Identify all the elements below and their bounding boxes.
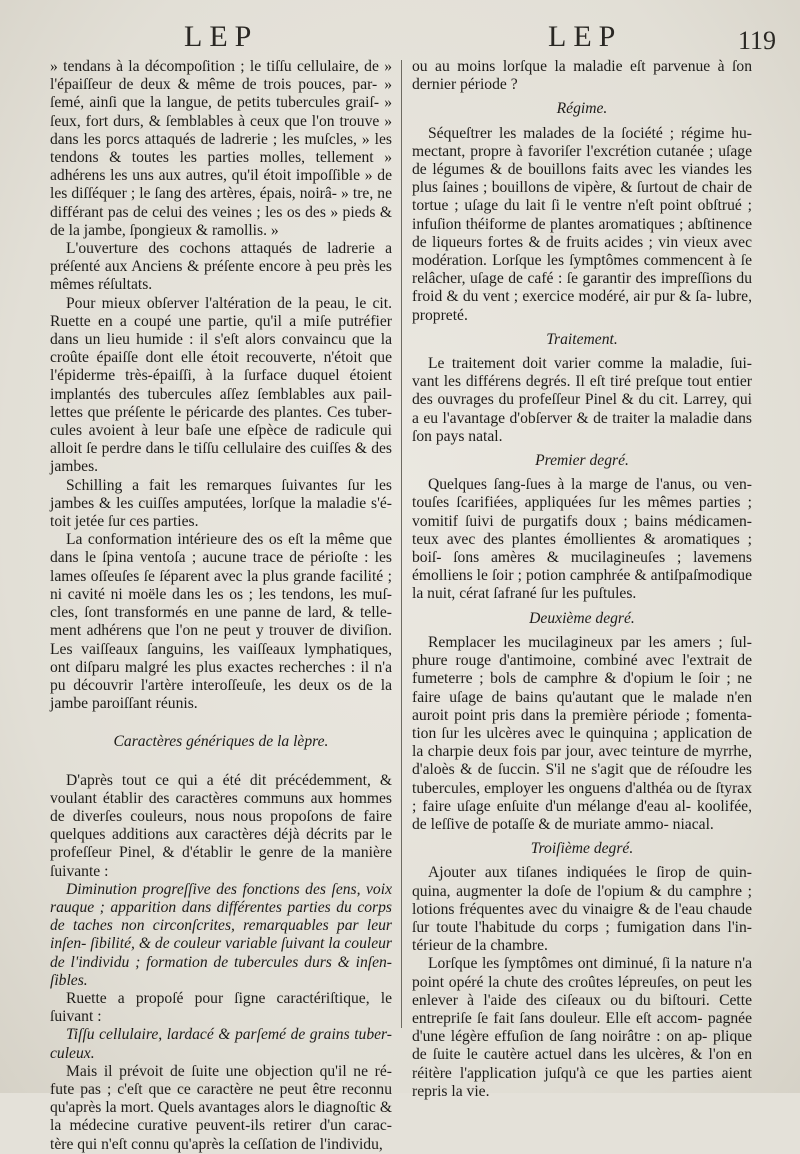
paragraph: Ruette a propoſé pour ſigne caractériſtique, le ſuivant : xyxy=(50,989,392,1026)
column-divider xyxy=(401,60,402,1028)
paragraph: L'ouverture des cochons attaqués de ladrerie a préſenté aux Anciens & préſente encore à peu près les mêmes réſultats. xyxy=(50,240,392,294)
section-heading: Troiſième degré. xyxy=(530,840,634,858)
left-column xyxy=(50,58,392,1154)
paragraph: La conformation intérieure des os eſt la même que dans le ſpina ventoſa ; aucune trace de périoſte : les lames oſſeuſes ſe ſéparent avec la plus grande facilité ; ni cavité ni moële dans les os ; les tendons, les muſ- cles, ſont transformés en une panne de lard, & telle- ment adhérens que l'on ne peut y trouver de diviſion. Les vaiſſeaux ſanguins, les vaiſſeaux lymphatiques, ont diſparu malgré les plus exactes recherches : il n'a pu découvrir l'artère interoſſeuſe, les deux os de la jambe paroiſſant réunis. xyxy=(50,531,392,713)
paragraph: Remplacer les mucilagineux par les amers ; ſul- phure rouge d'antimoine, combiné avec l'extrait de fumeterre ; bols de camphre & d'opium le ſoir ; ne faire uſage de bains qu'autant que le malade n'en auroit point pris dans la première période ; fomenta- tion ſur les ulcères avec le quinquina ; application de la charpie deux fois par jour, avec teinture de myrrhe, d'aloès & de ſuccin. S'il ne s'agit que de réſoudre les tubercules, employer les onguens d'althéa ou de ſtyrax ; faire uſage enſuite d'un mélange d'eau al- koolifée, de leſſive de potaſſe & de muriate ammo- niacal. xyxy=(412,633,752,833)
paragraph: Ajouter aux tiſanes indiquées le ſirop de quin- quina, augmenter la doſe de l'opium & du camphre ; lotions fréquentes avec du vinaigre & de l'eau chaude ſur toute l'habitude du corps ; fumigation dans l'in- térieur de la chambre. xyxy=(412,864,752,955)
section-heading: Premier degré. xyxy=(535,452,629,470)
definition-italic: Tiſſu cellulaire, lardacé & parſemé de grains tuber- culeux. xyxy=(50,1026,392,1062)
running-head-right: LEP xyxy=(548,20,623,53)
paragraph: Lorſque les ſymptômes ont diminué, ſi la nature n'a point opéré la chute des croûtes lépreuſes, on peut les enlever à l'aide des ciſeaux ou du biſtouri. Cette entrepriſe ſe fait ſans douleur. Elle eſt accom- pagnée d'une légère effuſion de ſang noirâtre : on ap- plique de ſuite le cautère actuel dans les ulcères, & l'on en réitère l'application juſqu'à ce que les parties aient repris la vie. xyxy=(412,955,752,1100)
page-number: 119 xyxy=(737,26,776,55)
running-head-left: LEP xyxy=(184,20,259,53)
right-column xyxy=(412,58,752,1101)
paragraph: Séqueſtrer les malades de la ſociété ; régime hu- mectant, propre à favoriſer l'excrétion cutanée ; uſage de légumes & de bouillons faits avec les viandes les plus ſaines ; bouillons de vipère, & ſurtout de chair de tortue ; uſage du lait ſi le ventre n'eſt point obſtrué ; infuſion théiforme de plantes aromatiques ; abſtinence de liqueurs fortes & de fruits acides ; vin vieux avec modération. Lorſque les ſymptômes commencent à ſe relâcher, uſage de café : ſe garantir des impreſſions du froid & du vent ; exercice modéré, air pur & ſa- lubre, propreté. xyxy=(412,124,752,324)
section-heading: Traitement. xyxy=(546,330,618,348)
paragraph-continuation: ou au moins lorſque la maladie eſt parvenue à ſon dernier période ? xyxy=(412,58,752,94)
paragraph-quote-continuation: » tendans à la décompoſition ; le tiſſu cellulaire, de » l'épaiſſeur de deux & même de trois pouces, par- » ſemé, ainſi que la langue, de petits tubercules graiſ- » ſeux, fort durs, & ſemblables à ceux que l'on trouve » dans les porcs attaqués de ladrerie ; les muſcles, » les tendons & toutes les parties molles, tellement » adhérens les uns aux autres, qu'il étoit impoſſible » de les diſſéquer ; le ſang des artères, épais, noirâ- » tre, ne différant pas de celui des veines ; les os des » pieds & de la jambe, ſpongieux & ramollis. » xyxy=(50,58,392,239)
paragraph: Le traitement doit varier comme la maladie, ſui- vant les différens degrés. Il eſt tiré preſque tout entier des ouvrages du profeſſeur Pinel & du cit. Larrey, qui a eu l'avantage d'obſerver & de traiter la maladie dans ſon pays natal. xyxy=(412,355,752,445)
section-heading: Deuxième degré. xyxy=(529,609,635,627)
paragraph: Pour mieux obſerver l'altération de la peau, le cit. Ruette en a coupé une partie, qu'il a miſe putréfier dans un lieu humide : il s'eſt alors convaincu que la croûte épaiſſe dont elle étoit recouverte, n'étoit que l'épiderme très-épaiſſi, à la ſurface duquel étoient implantés des tubercules aſſez ſemblables aux pail- lettes que préſente le péricarde des plantes. Ces tuber- cules avoient à leur baſe une eſpèce de radicule qui alloit ſe perdre dans le tiſſu cellulaire des cuiſſes & des jambes. xyxy=(50,294,392,476)
paragraph: Mais il prévoit de ſuite une objection qu'il ne ré- fute pas ; c'eſt que ce caractère ne peut être reconnu qu'après la mort. Quels avantages alors le diagnoſtic & la médecine curative peuvent-ils retirer d'un carac- tère qui n'eſt connu qu'après la ceſſation de l'individu, xyxy=(50,1062,392,1153)
paragraph: Quelques ſang-ſues à la marge de l'anus, ou ven- touſes ſcarifiées, appliquées ſur les mêmes parties ; vomitif ſuivi de purgatifs doux ; bains médicamen- teux avec des plantes émollientes & aromatiques ; boiſ- ſons amères & mucilagineuſes ; lavemens émolliens le ſoir ; potion camphrée & antiſpaſmodique la nuit, cérat ſafrané ſur les puſtules. xyxy=(412,476,752,603)
definition-italic: Diminution progreſſive des fonctions des ſens, voix rauque ; apparition dans différentes parties du corps de taches non circonſcrites, remarquables par leur inſen- ſibilité, & de couleur variable ſuivant la couleur de l'individu ; formation de tubercules durs & inſen- ſibles. xyxy=(50,880,392,989)
section-heading: Caractères génériques de la lèpre. xyxy=(113,733,329,751)
paragraph: Schilling a fait les remarques ſuivantes ſur les jambes & les cuiſſes amputées, lorſque la maladie s'é- toit jetée ſur ces parties. xyxy=(50,476,392,531)
paragraph: D'après tout ce qui a été dit précédemment, & voulant établir des caractères communs aux hommes de diverſes couleurs, nous nous propoſons de faire quelques additions aux caractères déjà décrits par le profeſſeur Pinel, & d'établir le genre de la manière ſuivante : xyxy=(50,771,392,880)
section-heading: Régime. xyxy=(556,100,608,118)
